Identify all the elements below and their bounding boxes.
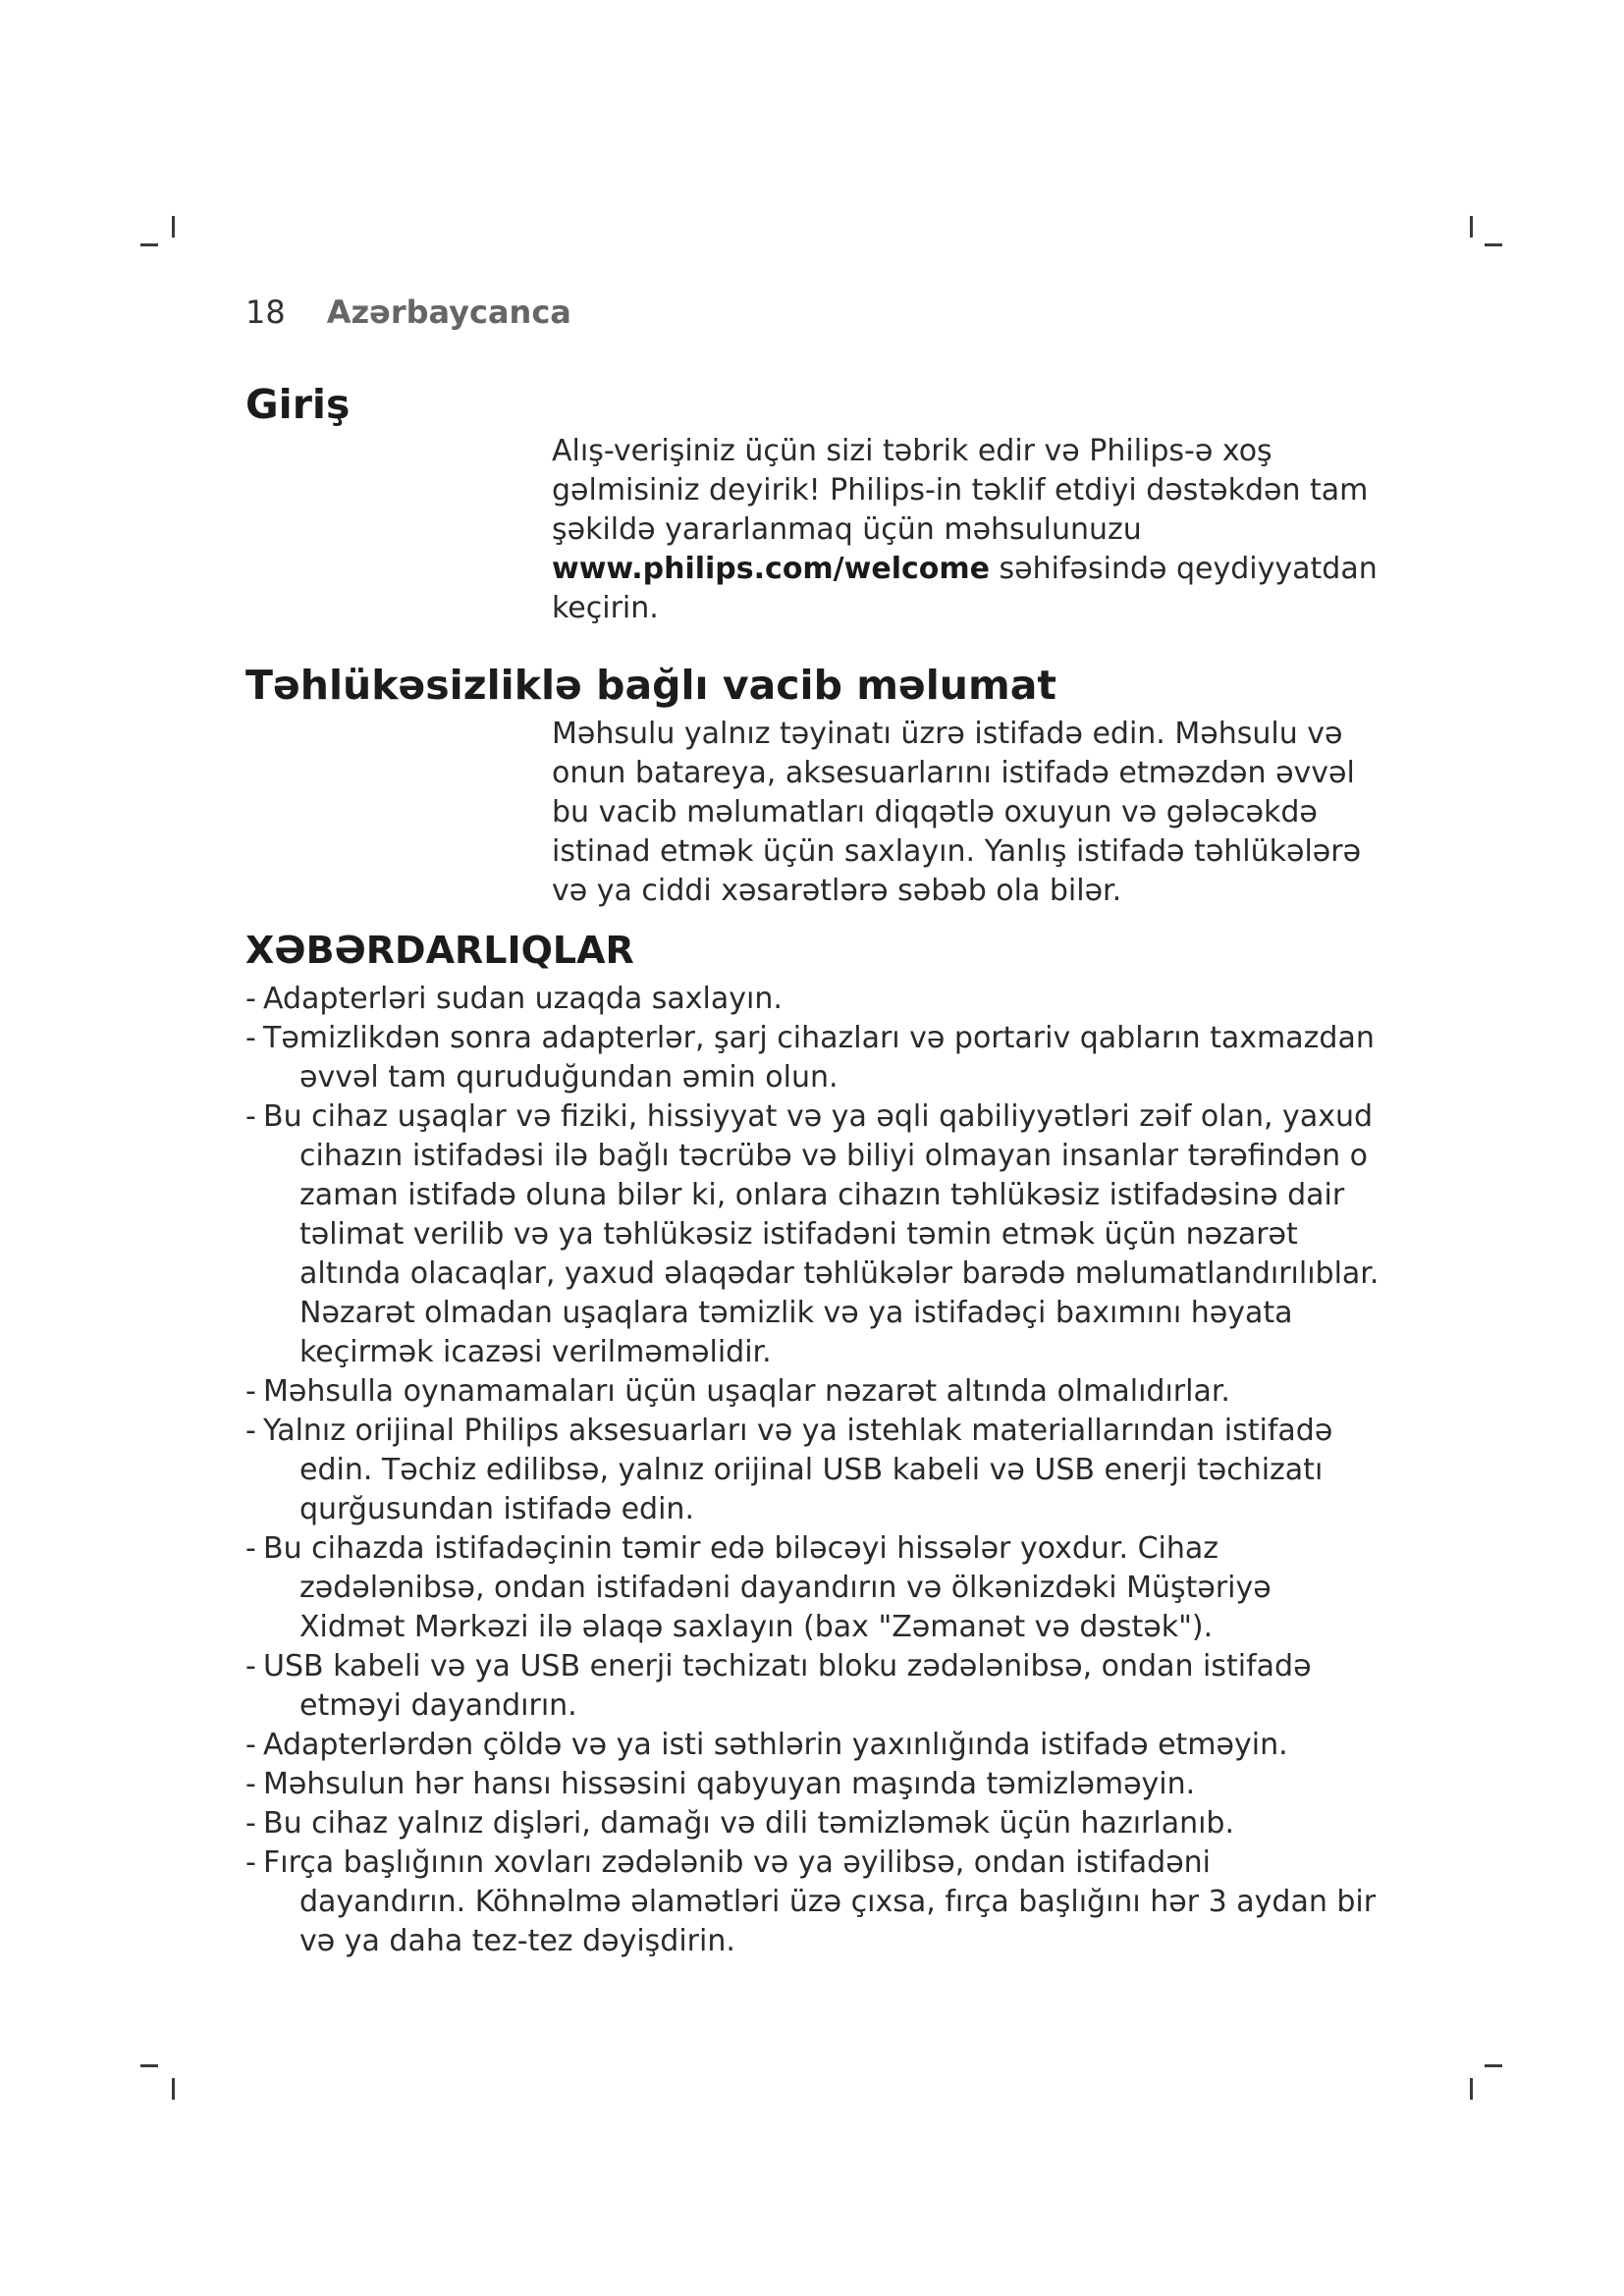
crop-mark [1470,216,1473,238]
crop-mark [1470,2078,1473,2100]
page-header [245,294,571,330]
warnings-heading: XƏBƏRDARLIQLAR [245,929,634,972]
warning-item: - Bu cihaz uşaqlar və fiziki, hissiyyat və ya əqli qabiliyyətləri zəif olan, yaxud cihazın istifadəsi ilə bağlı təcrübə və biliyi olmayan insanlar tərəfindən o zaman istifadə oluna bilər ki, onlara cihazın təhlükəsiz istifadəsinə dair təlimat verilib və ya təhlükəsiz istifadəni təmin etmək üçün nəzarət altında olacaqlar, yaxud əlaqədar təhlükələr barədə məlumatlandırılıblar. Nəzarət olmadan uşaqlara təmizlik və ya istifadəçi baxımını həyata keçirmək icazəsi verilməməlidir. [245,1099,1380,1369]
warning-item: - Bu cihazda istifadəçinin təmir edə biləcəyi hissələr yoxdur. Cihaz zədələnibsə, ondan istifadəni dayandırın və ölkənizdəki Müştəriyə Xidmət Mərkəzi ilə əlaqə saxlayın (bax "Zəmanət və dəstək"). [245,1531,1272,1644]
bullet-dash: - [245,1374,256,1409]
crop-mark [140,243,158,246]
warnings-list [245,980,1384,1961]
intro-paragraph [552,432,1396,628]
warning-item: - Təmizlikdən sonra adapterlər, şarj cihazları və portariv qabların taxmazdan əvvəl tam quruduğundan əmin olun. [245,1021,1375,1095]
safety-heading: Təhlükəsizliklə bağlı vacib məlumat [245,662,1056,709]
bullet-dash: - [245,1414,256,1448]
bullet-dash: - [245,1531,256,1566]
bullet-dash: - [245,1021,256,1055]
crop-mark [172,216,175,238]
warning-item: - Yalnız orijinal Philips aksesuarları və ya istehlak materiallarından istifadə edin. Təchiz edilibsə, yalnız orijinal USB kabeli və USB enerji təchizatı qurğusundan istifadə edin. [245,1414,1333,1526]
warning-item: - USB kabeli və ya USB enerji təchizatı bloku zədələnibsə, ondan istifadə etməyi dayandırın. [245,1649,1312,1723]
warning-item: - Məhsulun hər hansı hissəsini qabyuyan maşında təmizləməyin. [245,1765,1384,1804]
warning-item: - Adapterlərdən çöldə və ya isti səthlərin yaxınlığında istifadə etməyin. [245,1726,1384,1765]
crop-mark [172,2078,175,2100]
bullet-dash: - [245,1649,256,1683]
welcome-link[interactable]: www.philips.com/welcome [552,552,990,586]
bullet-dash: - [245,1806,256,1841]
crop-mark [1485,2064,1502,2067]
language-label: Azərbaycanca [326,294,571,331]
intro-heading: Giriş [245,381,351,428]
crop-mark [140,2064,158,2067]
warning-item: - Fırça başlığının xovları zədələnib və ya əyilibsə, ondan istifadəni dayandırın. Köhnəlmə əlamətləri üzə çıxsa, fırça başlığını hər 3 aydan bir və ya daha tez-tez dəyişdirin. [245,1845,1377,1958]
bullet-dash: - [245,1099,256,1134]
warning-item: - Məhsulla oynamamaları üçün uşaqlar nəzarət altında olmalıdırlar. [245,1372,1384,1412]
warning-item: - Bu cihaz yalnız dişləri, damağı və dili təmizləmək üçün hazırlanıb. [245,1804,1384,1843]
intro-text: Alış-verişiniz üçün sizi təbrik edir və Philips-ə xoş gəlmisiniz deyirik! Philips-in təklif etdiyi dəstəkdən tam şəkildə yararlanmaq üçün məhsulunuzu [552,434,1369,547]
warning-item: - Adapterləri sudan uzaqda saxlayın. [245,980,1384,1019]
bullet-dash: - [245,1767,256,1801]
bullet-dash: - [245,1728,256,1762]
crop-mark [1485,243,1502,246]
safety-paragraph: Məhsulu yalnız təyinatı üzrə istifadə edin. Məhsulu və onun batareya, aksesuarlarını istifadə etməzdən əvvəl bu vacib məlumatları diqqətlə oxuyun və gələcəkdə istinad etmək üçün saxlayın. Yanlış istifadə təhlükələrə və ya ciddi xəsarətlərə səbəb ola bilər. [552,717,1362,908]
page-number: 18 [245,294,286,331]
intro-text-end: səhifəsində qeydiyyatdan keçirin. [552,552,1378,625]
bullet-dash: - [245,1845,256,1880]
bullet-dash: - [245,982,256,1016]
